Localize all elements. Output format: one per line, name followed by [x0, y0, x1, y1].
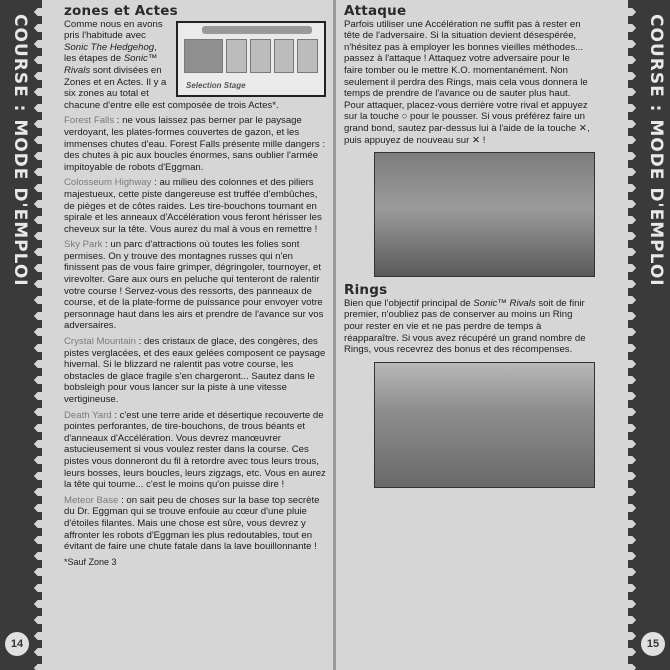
right-side-band — [636, 0, 670, 670]
attack-heading: Attaque — [344, 3, 407, 19]
zone-death-yard: Death Yard : c'est une terre aride et désertique recouverte de pointes perforantes, de tire-bouchons, de trous béants et d'anneaux d'Accélération. Vous devrez manœuvrer astucieusement si vous voulez rester dans la course. Ces pistes vous donneront du fil à retordre avec tous leurs trous, leurs bosses, leurs boucles, leurs zigzags, etc. Vous en aurez la tête qui tourne... c'est le moins qu'on puisse dire ! — [64, 409, 326, 491]
page-number-left: 14 — [5, 632, 29, 656]
zones-intro: Comme nous en avons pris l'habitude avec Sonic The Hedgehog, les étapes de Sonic™ Rivals sont divisées en Zones et en Actes. Il y a six zones au total et chacune d'entre elle est composée de trois Actes*. — [64, 18, 279, 111]
rings-screenshot — [374, 362, 595, 488]
left-side-title: COURSE : MODE D'EMPLOI — [10, 14, 30, 287]
zone-sky-park: Sky Park : un parc d'attractions où toutes les folies sont permises. On y trouve des montagnes russes qui n'en finissent pas de vous faire grimper, dégringoler, tournoyer, et virevolter. Gare aux ours en peluche qui tenteront de ralentir votre course ! Servez-vous des ressorts, des panneaux de course, et de la plate-forme de puissance pour envoyer votre personnage haut dans les airs et prendre de l'avance sur vos adversaires. — [64, 239, 324, 332]
page-number-right: 15 — [641, 632, 665, 656]
left-content — [64, 3, 326, 568]
zone-meteor-base: Meteor Base : on sait peu de choses sur la base top secrète du Dr. Eggman qui se trouve enfouie au cœur d'une pluie d'étoiles filantes. Mais une chose est sûre, vous devrez y affronter les robots d'Eggman les plus redoutables, tout en évitant de faire une chute fatale dans la lave bouillonnante ! — [64, 494, 320, 553]
right-page — [336, 0, 670, 670]
right-content — [344, 3, 590, 496]
footnote: *Sauf Zone 3 — [64, 556, 117, 567]
zone-colosseum-highway: Colosseum Highway : au milieu des colonnes et des piliers majestueux, cette piste dangereuse est truffée d'embûches, de pièges et de côtes raides. Les tire-bouchons tournant en spirale et les anneaux d'Accélération vous feront hérisser les cheveux sur la tête. Vous aurez du mal à vous en remettre ! — [64, 177, 322, 235]
right-side-title: COURSE : MODE D'EMPLOI — [646, 14, 666, 287]
left-side-band — [0, 0, 34, 670]
stage-select-label: Selection Stage — [186, 81, 246, 90]
left-page — [0, 0, 333, 670]
rings-heading: Rings — [344, 282, 388, 299]
zone-crystal-mountain: Crystal Mountain : des cristaux de glace, des congères, des pistes verglacées, et des eaux gelées composent ce paysage hivernal. Si le blizzard ne ralentit pas votre course, les obstacles de glace fragile s'en chargeront... Sautez dans le bobsleigh pour vous lancer sur la piste à une vitesse vertigineuse. — [64, 336, 326, 405]
attack-text: Parfois utiliser une Accélération ne suffit pas à rester en tête de l'adversaire. Si la situation devient désespérée, n'hésitez pas à employer les bonnes vieilles méthodes... passez à l'attaque ! Attaquez votre adversaire pour le faire tomber ou le mettre K.O. momentanément. Non seulement il perdra des Rings, mais cela vous donnera le temps de prendre de l'avance ou de sauter plus haut. Pour attaquer, placez-vous derrière votre rival et appuyez sur la touche ○ pour le pousser. Si vous préférez faire un grand bond, sautez par-dessus lui à l'aide de la touche ✕, puis appuyez de nouveau sur ✕ ! — [344, 18, 590, 146]
rings-text: Bien que l'objectif principal de Sonic™ Rivals soit de finir premier, n'oubliez pas de conserver au moins un Ring pour rester en vie et ne pas perdre de temps à réapparaître. Si vous avez récupéré un grand nombre de Rings, vous recevrez des bonus et des récompenses. — [344, 297, 586, 356]
zones-heading: zones et Actes — [64, 3, 178, 19]
zone-forest-falls: Forest Falls : ne vous laissez pas berner par le paysage verdoyant, les plates-formes couvertes de gazon, et les immenses chutes d'eau. Forest Falls présente mille dangers : des chutes à pic aux boucles énormes, sans oublier l'armée impitoyable de robots d'Eggman. — [64, 115, 325, 173]
stage-select-screenshot — [176, 21, 326, 97]
attack-screenshot — [374, 152, 595, 277]
